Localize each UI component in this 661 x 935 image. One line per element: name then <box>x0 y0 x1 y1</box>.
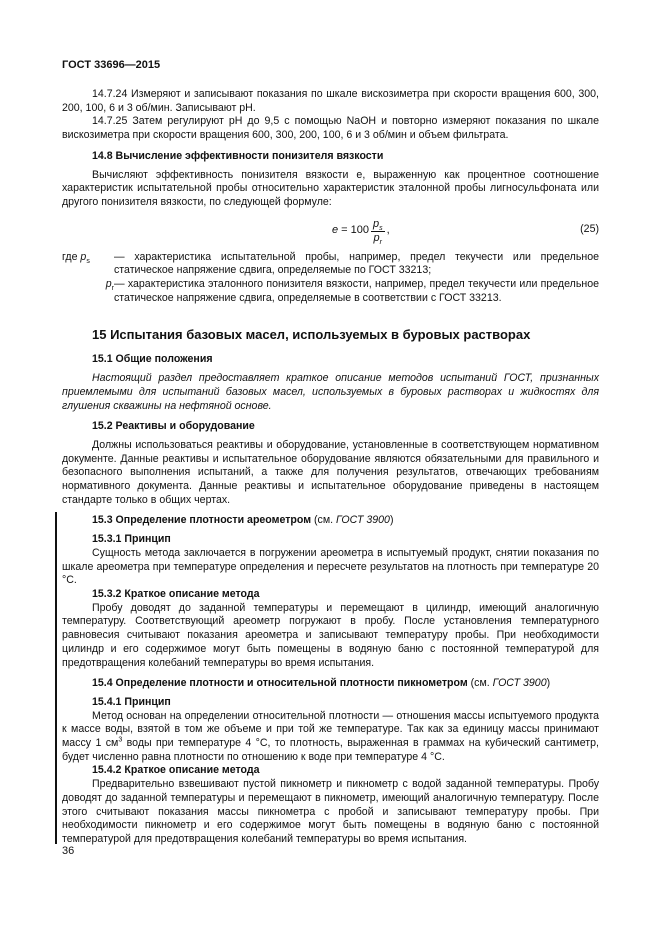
heading-15-2: 15.2 Реактивы и оборудование <box>92 420 255 433</box>
where-label-1: где $p_s$ <box>62 250 90 265</box>
para-15-3-2: Пробу доводят до заданной температуры и перемещают в цилиндр, имеющий аналогичную температуру. Соответствующий ареометр погружают в пробу. После установления температурного равновесия считывают показания ареометра и записывают температуру пробы. При необходимости цилиндр и его содержимое могут быть помещены в водяную баню с постоянной температурой для предотвращения колебаний температуры во время испытания. <box>62 601 599 669</box>
where-text-1: — характеристика испытательной пробы, например, предел текучести или предельное статическое напряжение сдвига, определяемые по ГОСТ 33213; <box>114 250 599 277</box>
running-header: ГОСТ 33696—2015 <box>62 59 161 71</box>
where-line-2 <box>62 278 599 305</box>
where-text-2: — характеристика эталонного понизителя вязкости, например, предел текучести или предельное статическое напряжение сдвига, определяемые в соответствии с ГОСТ 33213. <box>114 278 599 304</box>
page-number: 36 <box>62 845 75 857</box>
para-15-1: Настоящий раздел предоставляет краткое описание методов испытаний ГОСТ, признанных приемлемыми для испытаний базовых масел, используемых в буровых растворах и жидкостях для глушения скважины на нефтяной основе. <box>62 372 599 412</box>
heading-15-3-2: 15.3.2 Краткое описание метода <box>92 587 260 600</box>
equation-number: (25) <box>580 222 599 235</box>
where-label-2: $p_r$ <box>105 278 114 293</box>
para-14-7-25: 14.7.25 Затем регулируют рН до 9,5 с помощью NaOH и повторно измеряют показания по шкале вискозиметра при скорости вращения 600, 300, 200, 100, 6 и 3 об/мин и объем фильтрата. <box>62 115 599 142</box>
heading-15-4: 15.4 Определение плотности и относительной плотности пикнометром (см. ГОСТ 3900) <box>92 677 551 690</box>
heading-14-8: 14.8 Вычисление эффективности понизителя вязкости <box>92 149 384 162</box>
formula-fraction <box>371 218 385 245</box>
heading-15-3-1: 15.3.1 Принцип <box>92 533 171 546</box>
para-15-2: Должны использоваться реактивы и оборудование, установленные в соответствующем нормативном документе. Данные реактивы и испытательное оборудование являются обязательными для правильного и безопасного выполнения испытаний, а также для получения результатов, отвечающих требованиям нормативного документа. Данные реактивы и испытательное оборудование приведены в настоящем стандарте только в общих чертах. <box>62 438 599 506</box>
where-line-1 <box>62 251 599 278</box>
heading-15-3: 15.3 Определение плотности ареометром (см. ГОСТ 3900) <box>92 514 394 527</box>
formula-eq: = 100 <box>341 224 369 237</box>
formula-denominator: $p_r$ <box>373 231 383 246</box>
heading-15-4-1: 15.4.1 Принцип <box>92 695 171 708</box>
formula-expression <box>332 218 390 245</box>
para-15-3-1: Сущность метода заключается в погружении ареометра в испытуемый продукт, снятии показания по шкале ареометра при температуре определения и пересчете результатов на плотность при температуре 20 °С. <box>62 546 599 587</box>
para-14-8: Вычисляют эффективность понизителя вязкости е, выраженную как процентное соотношение характеристик испытательной пробы относительно характеристик эталонной пробы лигносульфоната или другого понизителя вязкости, по следующей формуле: <box>62 168 599 208</box>
para-14-7-24: 14.7.24 Измеряют и записывают показания по шкале вискозиметра при скорости вращения 600, 300, 200, 100, 6 и 3 об/мин. Записывают рН. <box>62 88 599 114</box>
formula-lhs: e <box>332 224 339 237</box>
page-body <box>62 88 599 847</box>
formula-numerator: $p_s$ <box>372 217 383 232</box>
formula-tail: , <box>386 224 390 237</box>
change-bar <box>55 512 57 844</box>
formula-25 <box>62 215 599 247</box>
para-15-4-2: Предварительно взвешивают пустой пикнометр и пикнометр с водой заданной температуры. Пробу доводят до заданной температуры и перемещают в пикнометр, имеющий аналогичную температуру. После этого считывают показания массы пикнометра с пробой и записывают температуру пробы. При необходимости пикнометр и его содержимое могут быть помещены в водяную баню с постоянной температурой для предотвращения колебаний температуры во время испытания. <box>62 778 599 845</box>
heading-section-15: 15 Испытания базовых масел, используемых в буровых растворах <box>92 327 531 343</box>
para-15-4-1: Метод основан на определении относительной плотности — отношения массы испытуемого продукта к массе воды, взятой в том же объеме и при той же температуре. Так как за единицу массы принимают массу 1 $см^3$ воды при температуре 4 °С, то плотность, выраженная в граммах на кубический сантиметр, будет численно равна плотности по отношению к воде при температуре 4 °С. <box>62 709 599 763</box>
heading-15-1: 15.1 Общие положения <box>92 353 213 366</box>
heading-15-4-2: 15.4.2 Краткое описание метода <box>92 764 260 777</box>
